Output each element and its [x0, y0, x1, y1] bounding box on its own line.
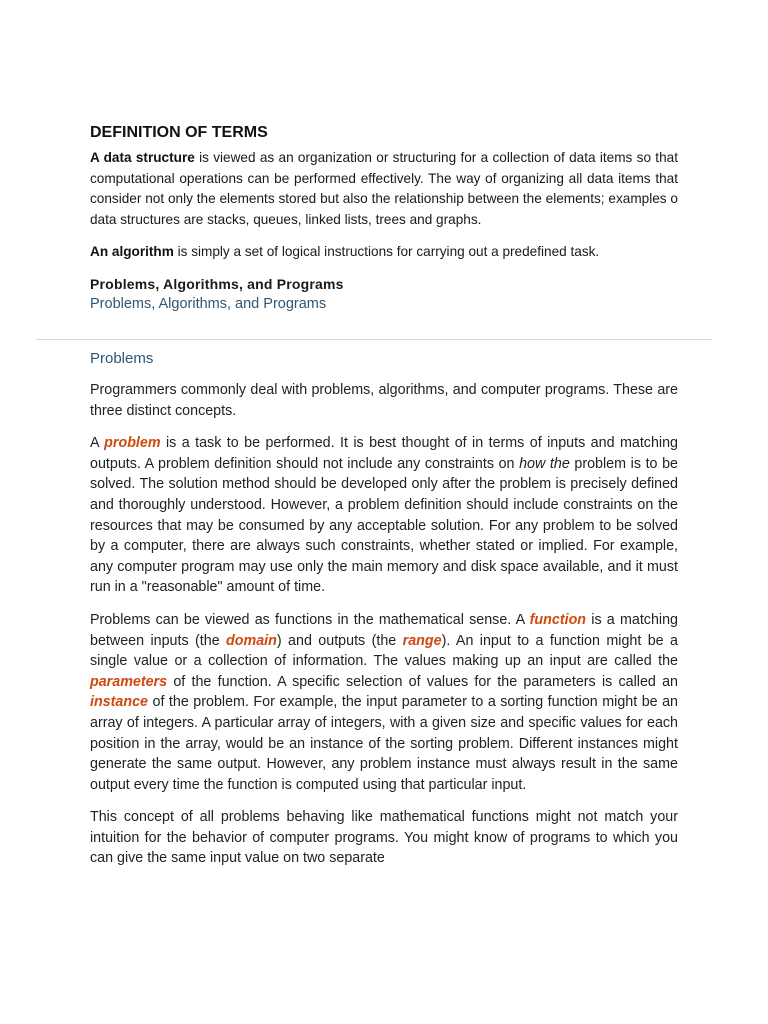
algorithm-definition: is simply a set of logical instructions for carrying out a predefined task.: [173, 244, 600, 259]
subheading: Problems, Algorithms, and Programs: [90, 275, 344, 292]
text-run: of the function. A specific selection of values for the parameters is called an: [167, 673, 678, 690]
keyword-problem: problem: [104, 435, 161, 452]
text-run: A: [90, 435, 105, 452]
text-run: is a task to be performed. It is best thought of in terms of inputs and matching outputs. A problem definition should not include any constraints on: [90, 435, 678, 472]
spacer: [90, 230, 678, 242]
data-structure-term: A data structure: [90, 150, 195, 165]
data-structure-definition: is viewed as an organization or structuring for a collection of data items so that computational operations can be performed effectively. The way of organizing all data items that consider not only the elements stored but also the relationship between the elements; examples o data structures are stacks, queues, linked lists, trees and graphs.: [90, 150, 678, 227]
keyword-instance: instance: [90, 694, 149, 711]
data-structure-paragraph: [90, 148, 678, 230]
text-run: is a matching between inputs (the: [90, 611, 678, 649]
problems-title: Problems: [90, 350, 154, 367]
problem-definition-paragraph: [90, 433, 678, 598]
spacer: [90, 263, 678, 275]
keyword-domain: domain: [226, 632, 277, 649]
section-link-heading[interactable]: Problems, Algorithms, and Programs: [90, 295, 327, 312]
page-heading: DEFINITION OF TERMS: [90, 124, 268, 141]
keyword-function: function: [529, 611, 587, 628]
algorithm-paragraph: [90, 242, 678, 263]
keyword-parameters: parameters: [90, 673, 168, 690]
text-run: ) and outputs (the: [276, 632, 403, 649]
italic-text: how the: [519, 455, 570, 472]
text-run: Problems can be viewed as functions in the mathematical sense. A: [90, 611, 530, 628]
text-run: of the problem. For example, the input parameter to a sorting function might be an array of integers. A particular array of integers, with a given size and specific values for each position in the array, would be an instance of the sorting problem. Different instances might generate the same output. However, any problem instance must always result in the same output every time the function is computed using that particular input.: [90, 694, 678, 793]
text-run: ). An input to a function might be a single value or a collection of information. The values making up an input are called the: [90, 632, 678, 670]
problems-section: [90, 348, 678, 881]
problems-intro-paragraph: Programmers commonly deal with problems, algorithms, and computer programs. These are three distinct concepts.: [90, 382, 678, 419]
intuition-paragraph: This concept of all problems behaving like mathematical functions might not match your intuition for the behavior of computer programs. You might know of programs to which you can give the same input value on two separate: [90, 809, 678, 867]
algorithm-term: An algorithm: [90, 244, 174, 259]
horizontal-divider: [36, 339, 712, 340]
definitions-section: [90, 124, 678, 314]
keyword-range: range: [402, 632, 442, 649]
functions-paragraph: [90, 610, 678, 795]
text-run: problem is to be solved. The solution method should be developed only after the problem is precisely defined and thoroughly understood. However, a problem definition should include constraints on the resources that may be consumed by any acceptable solution. For any problem to be solved by a computer, there are always such constraints, whether stated or implied. For example, any computer program may use only the main memory and disk space available, and it must run in a "reasonable" amount of time.: [90, 455, 678, 596]
